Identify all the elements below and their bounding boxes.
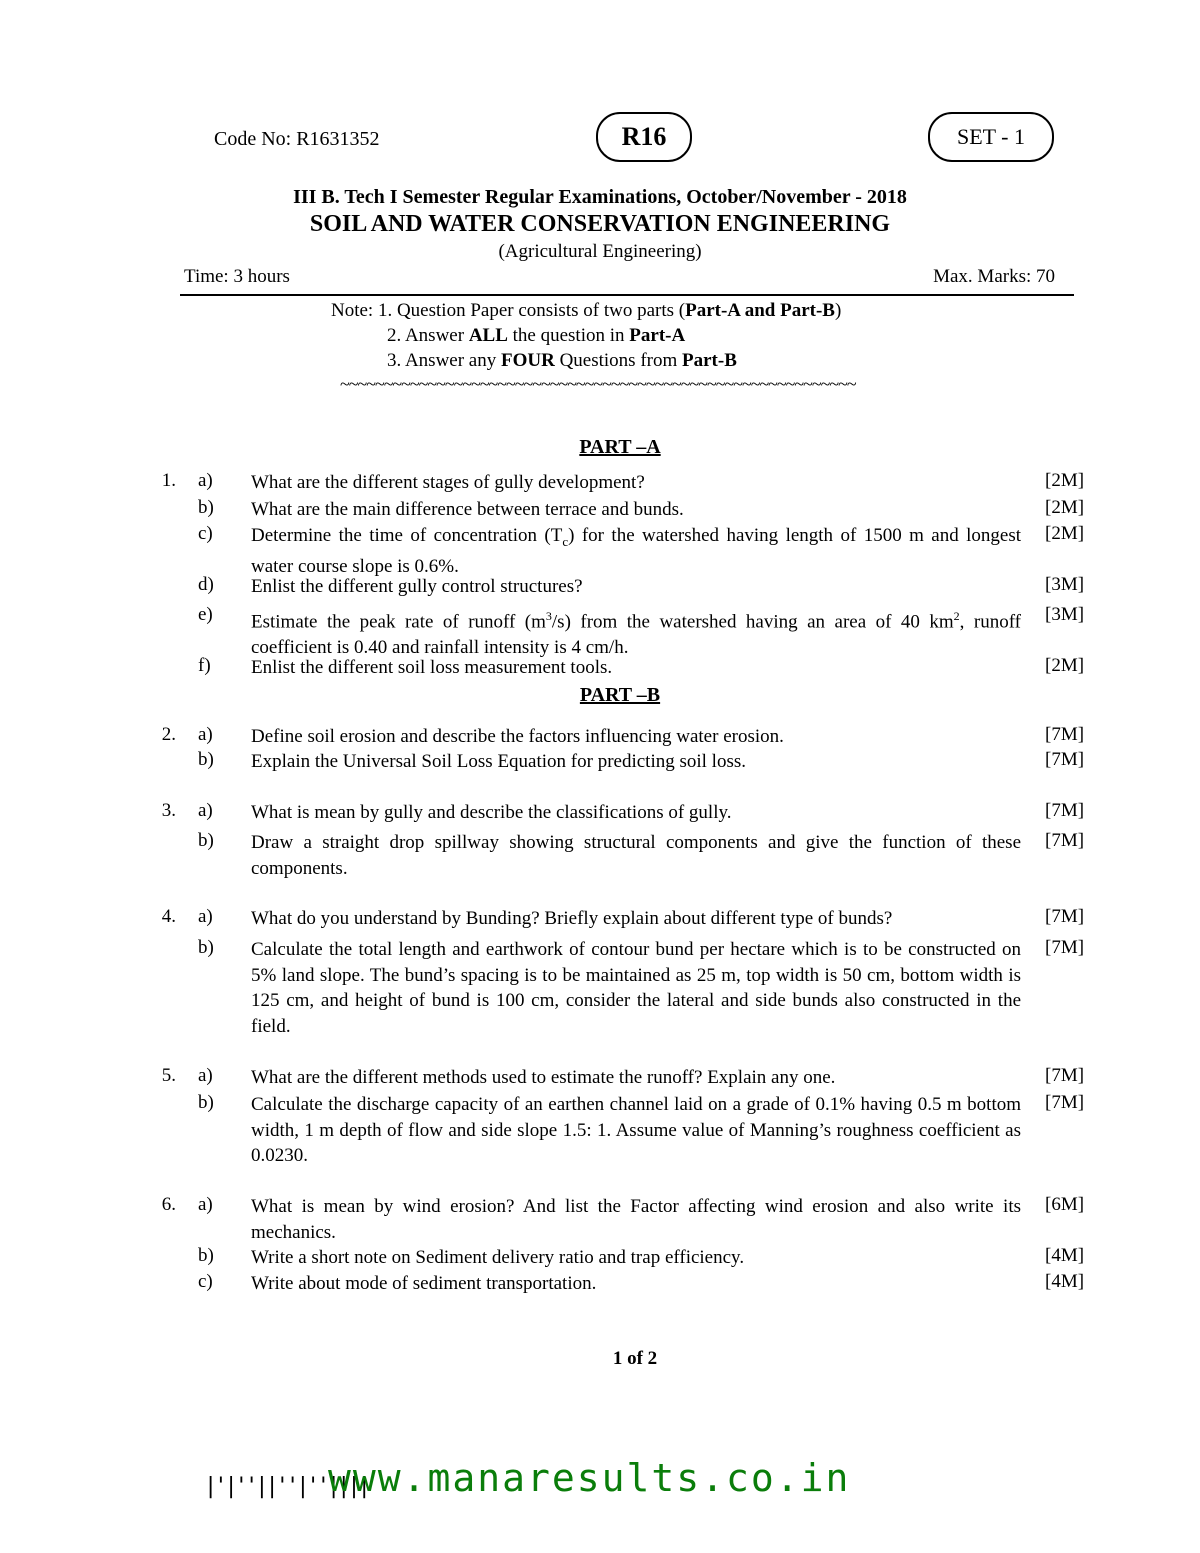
- question-text: What is mean by wind erosion? And list the Factor affecting wind erosion and also write its mechanics.: [251, 1196, 1021, 1243]
- subject-title: SOIL AND WATER CONSERVATION ENGINEERING: [309, 211, 891, 237]
- sub-label: f): [198, 655, 211, 676]
- question-text: Draw a straight drop spillway showing structural components and give the function of these components.: [251, 832, 1021, 879]
- note-1: [331, 300, 841, 322]
- question-text: Calculate the total length and earthwork of contour bund per hectare which is to be constructed on 5% land slope. The bund’s spacing is to be maintained as 25 m, top width is 50 cm, bottom width is 125 cm, and height of bund is 100 cm, consider the lateral and side bunds also constructed in the field.: [251, 939, 1021, 1037]
- text-part: , runoff coefficient is 0.40 and rainfall intensity is 4 cm/h.: [251, 611, 1022, 658]
- note-2-text: 2. Answer: [387, 325, 469, 346]
- note-3-bold-part: Part-B: [682, 350, 737, 371]
- note-1-suffix: ): [834, 300, 842, 321]
- question-text: [251, 523, 1021, 580]
- sub-label: c): [198, 523, 213, 544]
- sub-label: b): [198, 1245, 214, 1266]
- marks-label: [2M]: [1045, 497, 1085, 518]
- sub-label: e): [198, 604, 213, 625]
- text-part: Determine the time of concentration (T: [251, 525, 563, 546]
- marks-label: [4M]: [1045, 1245, 1085, 1266]
- question-text: Enlist the different soil loss measurement tools.: [251, 657, 613, 678]
- marks-label: [7M]: [1045, 724, 1085, 745]
- part-a-heading: PART –A: [579, 436, 661, 458]
- text-part: /s) from the watershed having an area of 40 km: [551, 611, 954, 633]
- sub-label: a): [198, 800, 213, 821]
- note-3-mid: Questions from: [554, 350, 682, 371]
- question-text: What are the different stages of gully development?: [251, 472, 645, 493]
- code-number: Code No: R1631352: [214, 128, 380, 150]
- sub-label: a): [198, 906, 213, 927]
- marks-label: [2M]: [1045, 655, 1085, 676]
- regulation-badge: R16: [596, 112, 692, 162]
- max-marks: Max. Marks: 70: [933, 266, 1055, 287]
- note-2: [387, 325, 685, 347]
- marks-label: [3M]: [1045, 574, 1085, 595]
- question-number: 3.: [161, 800, 176, 821]
- exam-title: III B. Tech I Semester Regular Examinations, October/November - 2018: [293, 186, 907, 208]
- question-number: 5.: [161, 1065, 176, 1086]
- note-2-mid: the question in: [507, 325, 630, 346]
- exam-duration: Time: 3 hours: [184, 266, 290, 287]
- marks-label: [7M]: [1045, 1065, 1085, 1086]
- note-3-bold-four: FOUR: [500, 350, 555, 371]
- sub-label: a): [198, 724, 213, 745]
- website-url: www.manaresults.co.in: [328, 1456, 851, 1500]
- note-1-text: Note: 1. Question Paper consists of two parts (: [331, 300, 686, 321]
- sub-label: b): [198, 830, 214, 851]
- note-2-bold-all: ALL: [468, 325, 508, 346]
- question-text: What is mean by gully and describe the classifications of gully.: [251, 802, 732, 823]
- marks-label: [6M]: [1045, 1194, 1085, 1215]
- separator-line: ~~~~~~~~~~~~~~~~~~~~~~~~~~~~~~~~~~~~~~~~~~~~~~~~~~~~~~~~~~~: [340, 374, 856, 394]
- question-text: Calculate the discharge capacity of an earthen channel laid on a grade of 0.1% having 0.5 m bottom width, 1 m depth of flow and side slope 1.5: 1. Assume value of Manning’s roughness coefficient as 0.0230.: [251, 1094, 1021, 1166]
- subscript: c: [562, 533, 569, 549]
- marks-label: [7M]: [1045, 937, 1085, 958]
- question-text: Write about mode of sediment transportation.: [251, 1273, 597, 1294]
- question-text: Explain the Universal Soil Loss Equation for predicting soil loss.: [251, 751, 746, 772]
- sub-label: b): [198, 1092, 214, 1113]
- note-3: [387, 350, 737, 372]
- barcode-mark: |'|''||''|''||||: [204, 1474, 368, 1499]
- header-divider: [180, 294, 1074, 296]
- note-1-bold: Part-A and Part-B: [685, 300, 835, 321]
- part-b-heading: PART –B: [579, 684, 661, 706]
- superscript: 2: [953, 609, 960, 623]
- sub-label: c): [198, 1271, 213, 1292]
- question-text: What are the different methods used to estimate the runoff? Explain any one.: [251, 1067, 836, 1088]
- question-text: Write a short note on Sediment delivery ratio and trap efficiency.: [251, 1247, 745, 1268]
- sub-label: b): [198, 497, 214, 518]
- question-text: What do you understand by Bunding? Briefly explain about different type of bunds?: [251, 908, 893, 929]
- marks-label: [2M]: [1045, 523, 1085, 544]
- marks-label: [7M]: [1045, 749, 1085, 770]
- text-part: Estimate the peak rate of runoff (m: [251, 611, 546, 633]
- question-text: Define soil erosion and describe the factors influencing water erosion.: [251, 726, 784, 747]
- question-text: [251, 604, 1021, 660]
- sub-label: d): [198, 574, 214, 595]
- marks-label: [7M]: [1045, 800, 1085, 821]
- marks-label: [3M]: [1045, 604, 1085, 625]
- text-part: ) for the watershed having length of 1500 m and longest water course slope is 0.6%.: [251, 525, 1021, 578]
- question-text: What are the main difference between terrace and bunds.: [251, 499, 684, 520]
- sub-label: b): [198, 749, 214, 770]
- question-number: 6.: [161, 1194, 176, 1215]
- note-3-text: 3. Answer any: [387, 350, 501, 371]
- sub-label: b): [198, 937, 214, 958]
- set-badge: SET - 1: [928, 112, 1054, 162]
- marks-label: [7M]: [1045, 830, 1085, 851]
- branch-name: (Agricultural Engineering): [498, 241, 702, 262]
- question-number: 4.: [161, 906, 176, 927]
- page-number: 1 of 2: [612, 1348, 658, 1369]
- question-number: 1.: [161, 470, 176, 491]
- marks-label: [7M]: [1045, 1092, 1085, 1113]
- sub-label: a): [198, 1065, 213, 1086]
- superscript: 3: [545, 609, 552, 623]
- question-text: Enlist the different gully control structures?: [251, 576, 583, 597]
- question-number: 2.: [161, 724, 176, 745]
- note-2-bold-part: Part-A: [629, 325, 686, 346]
- marks-label: [4M]: [1045, 1271, 1085, 1292]
- sub-label: a): [198, 470, 213, 491]
- sub-label: a): [198, 1194, 213, 1215]
- marks-label: [2M]: [1045, 470, 1085, 491]
- marks-label: [7M]: [1045, 906, 1085, 927]
